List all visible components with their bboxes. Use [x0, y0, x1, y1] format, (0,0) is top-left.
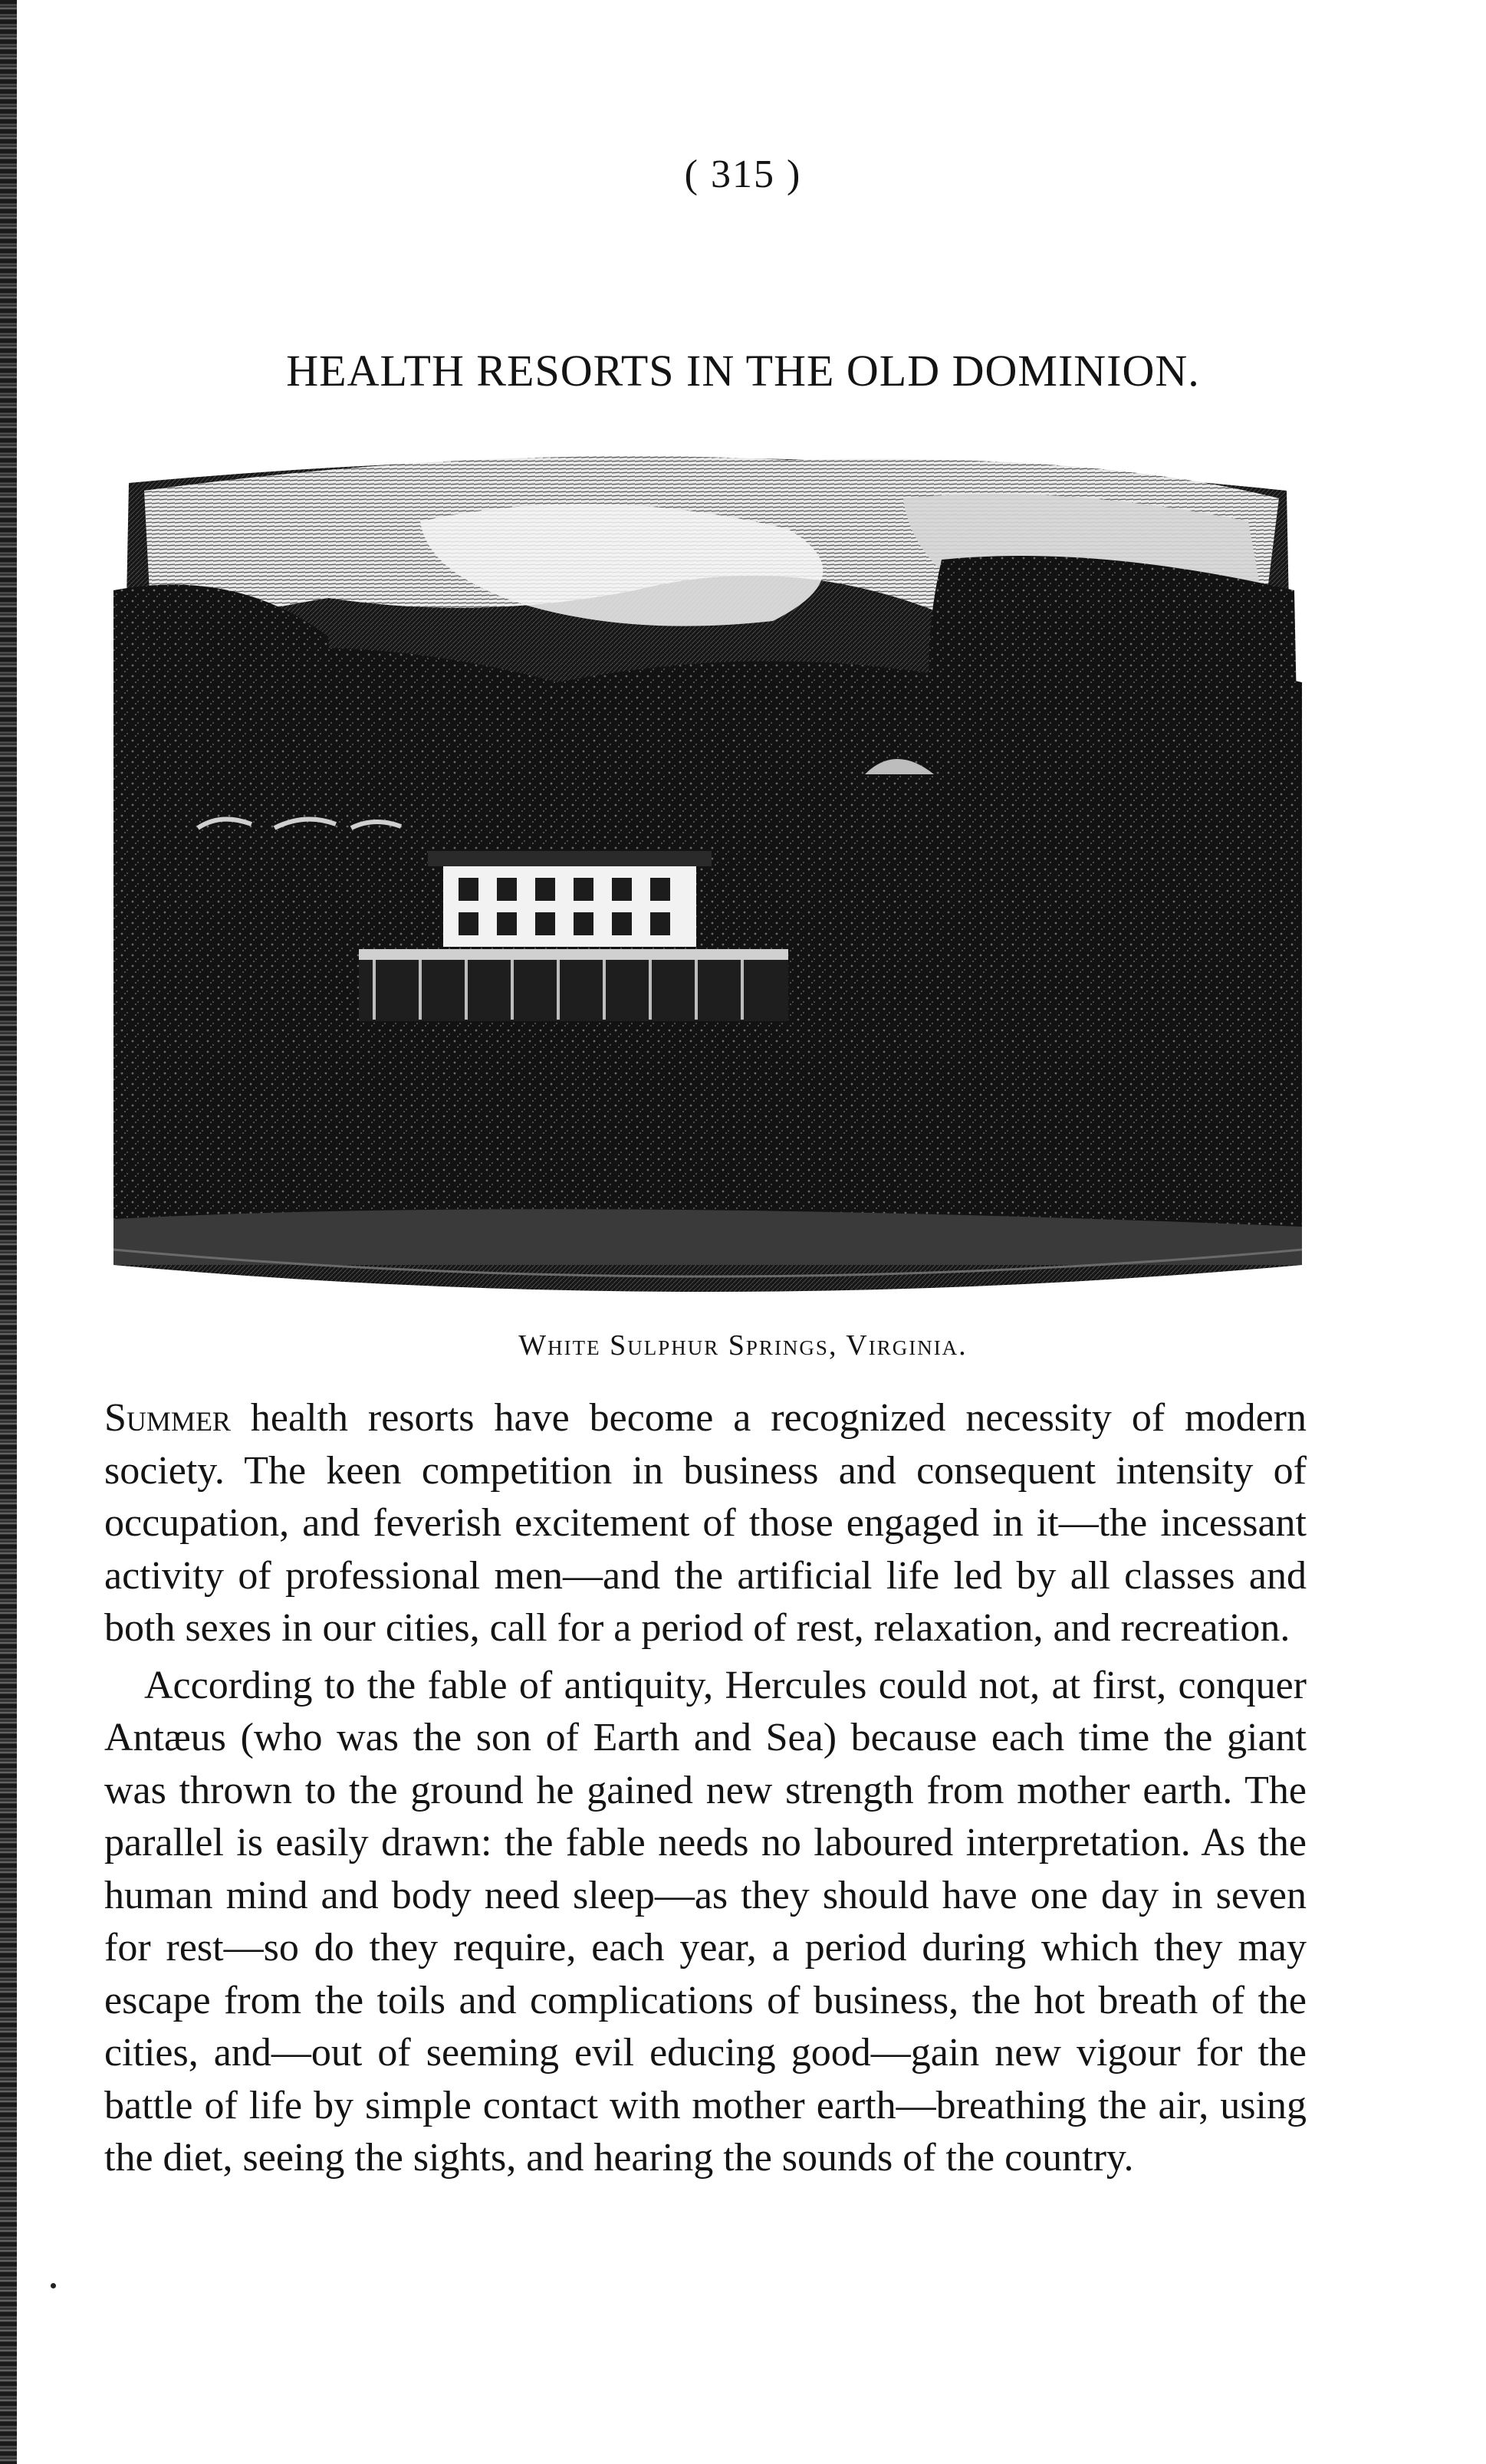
page-title: HEALTH RESORTS IN THE OLD DOMINION.: [286, 346, 1200, 396]
paragraph-1-text: health resorts have become a recognized necessity of modern society. The keen competition in business and consequent intensity of occupation, and feverish excitement of those engaged in it—the incessant activity of professional men—and the artificial life led by all classes and both sexes in our cities, call for a period of rest, relaxation, and recreation.: [104, 1396, 1307, 1650]
body-text: [104, 1392, 1307, 2185]
engraving-illustration: [98, 437, 1313, 1311]
page-number: ( 315 ): [684, 153, 802, 196]
illustration-caption: White Sulphur Springs, Virginia.: [518, 1329, 968, 1362]
paragraph-2: According to the fable of antiquity, Hercules could not, at first, conquer Antæus (who was the son of Earth and Sea) because each time the giant was thrown to the ground he gained new strength from mother earth. The parallel is easily drawn: the fable needs no laboured interpretation. As the human mind and body need sleep—as they should have one day in seven for rest—so do they require, each year, a period during which they may escape from the toils and complications of business, the hot breath of the cities, and—out of seeming evil educing good—gain new vigour for the battle of life by simple contact with mother earth—breathing the air, using the diet, seeing the sights, and hearing the sounds of the country.: [104, 1663, 1307, 2180]
paragraph-1-lead-word: Summer: [104, 1396, 231, 1440]
margin-mark: [51, 2283, 56, 2288]
paragraph-1: [104, 1392, 1307, 1655]
